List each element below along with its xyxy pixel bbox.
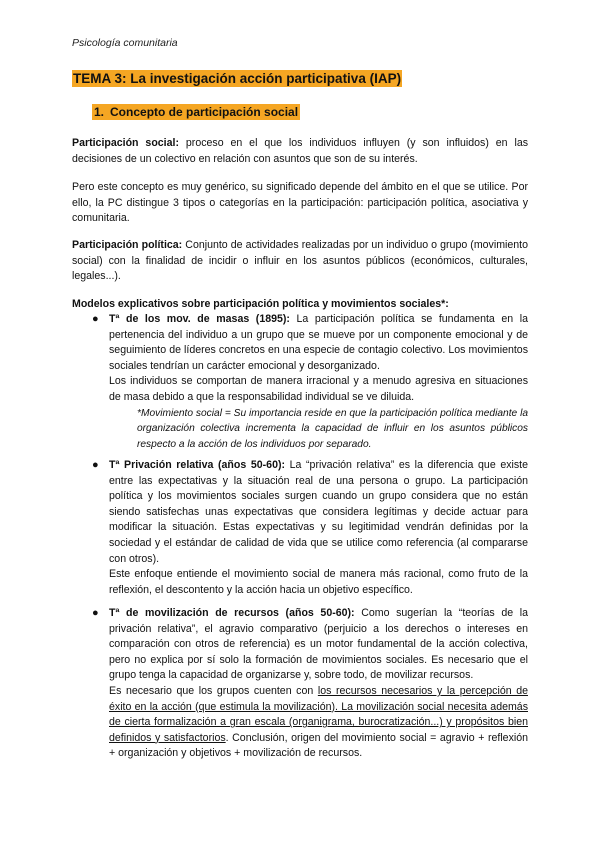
theory-name: Tª de los mov. de masas (1895): [109,313,290,325]
definition-participacion-politica: Conjunto de actividades realizadas por un individuo o grupo (movimiento social) con la finalidad de incidir o influir en los asuntos públicos (económicos, culturales, legales...). [72,239,528,283]
page-title: TEMA 3: La investigación acción participativa (IAP) [73,71,402,86]
running-header: Psicología comunitaria [72,37,178,49]
list-item-text [109,312,528,452]
paragraph-text: Pero este concepto es muy genérico, su significado depende del ámbito en el que se utilice. Por ello, la PC distingue 3 tipos o categorías en la participación: participación política, asociativa y comunitaria. [72,181,528,225]
footnote-movimiento-social: *Movimiento social = Su importancia reside en que la participación política mediante la organización colectiva incrementa la capacidad de influir en los asuntos públicos respecto a la acción de los individuos por separado. [137,407,528,450]
theory-description-extra [109,684,528,762]
section-heading [92,104,300,120]
theory-description: La “privación relativa” es la diferencia que existe entre las expectativas y la situación real de una persona o grupo. La participación política y los movimientos sociales surgen cuando un grupo considera que no están siendo satisfechas unas expectativas que considera legítimas y decide actuar para modificar la situación. Estas expectativas y su legitimidad vendrán definidas por la sociedad y el estándar de calidad de vida que se utilice como referencia (al compararse con otros). [109,459,528,565]
paragraph-concepto-generico [72,180,528,227]
section-label: Concepto de participación social [110,105,299,119]
models-heading: Modelos explicativos sobre participación política y movimientos sociales*: [72,298,449,310]
term-participacion-politica: Participación política: [72,239,183,251]
underlined-segment: los recursos necesarios y la percepción de éxito en la acción (que estimula la movilización). La movilización social necesita además de cierta formalización a gran escala (organigrama, burocratización...) y propósitos bien definidos y satisfactorios [109,684,528,744]
text-segment: Es necesario que los grupos cuenten con [109,684,318,697]
paragraph-participacion-politica [72,238,528,285]
list-item-text [109,606,528,762]
theory-description-extra: Los individuos se comportan de manera irracional y a menudo agresiva en situaciones de masa debido a que la responsabilidad individual se ve diluida. [109,375,528,403]
theory-name: Tª de movilización de recursos (años 50-60): [109,607,355,619]
paragraph-participacion-social [72,136,528,167]
list-item-text [109,458,528,598]
theory-description: Como sugerían la “teorías de la privación relativa”, el agravio comparativo (perjuicio a los derechos o intereses en comparación con otros de referencia) es un motor fundamental de la acción colectiva, pero no explica por sí solo la formación de movimientos sociales. Es necesario que el grupo tenga la capacidad de organizarse y, sobre todo, de movilizar recursos. [109,607,528,682]
bullet-icon: ● [92,607,99,619]
theory-description: La participación política se fundamenta en la pertenencia del individuo a un grupo que se mueve por un componente emocional y de seguimiento de líderes concretos en una especie de contagio colectivo. Los movimientos sociales tendrían un carácter emocional y desorganizado. [109,313,528,372]
text-segment: . Conclusión, origen del movimiento social = agravio + reflexión + organización y objetivos + movilización de recursos. [109,731,528,760]
bullet-icon: ● [92,313,99,325]
theory-name: Tª Privación relativa (años 50-60): [109,459,286,471]
bullet-icon: ● [92,459,99,471]
definition-participacion-social: proceso en el que los individuos influyen (y son influidos) en las decisiones de un colectivo en relación con asuntos que son de su interés. [72,137,529,165]
section-number: 1. [94,105,105,119]
term-participacion-social: Participación social: [72,137,179,149]
theory-description-extra: Este enfoque entiende el movimiento social de manera más racional, como fruto de la reflexión, el descontento y la acción hacia un objetivo específico. [109,568,528,596]
